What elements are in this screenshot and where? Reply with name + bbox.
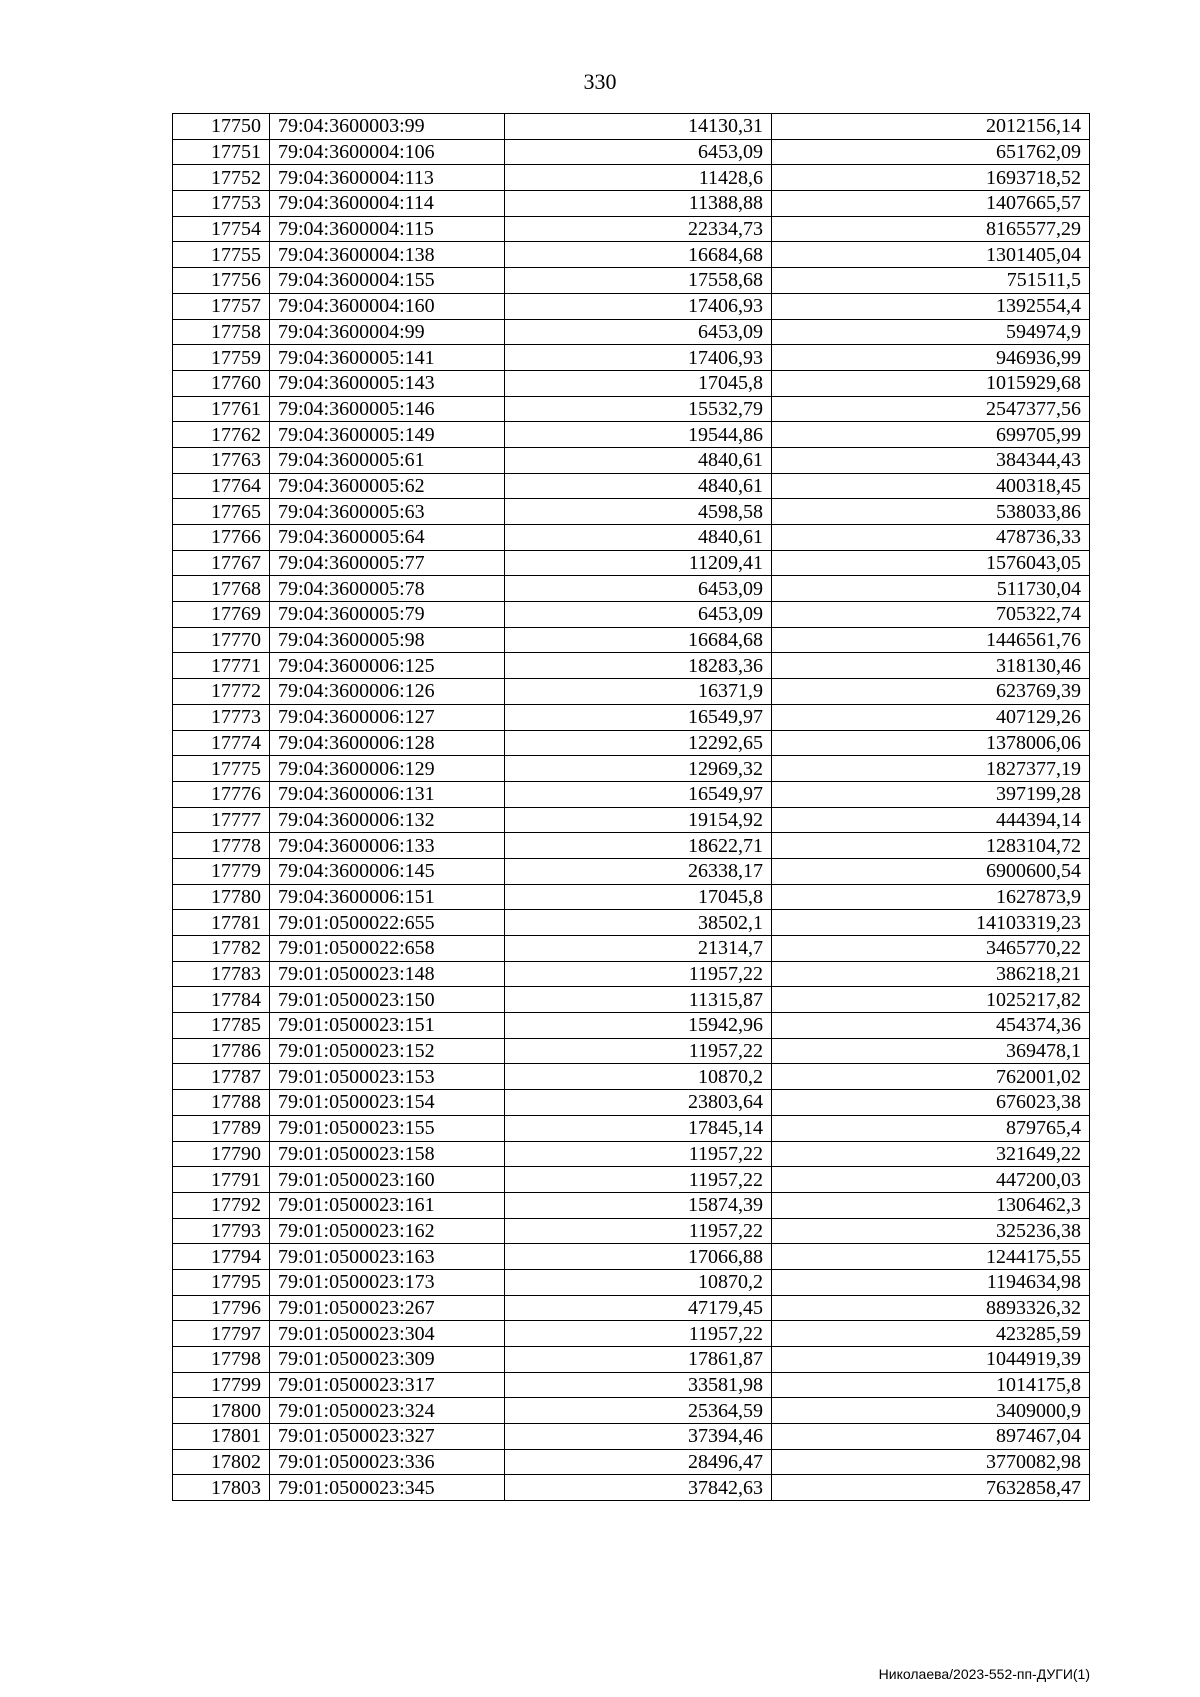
- table-row: [173, 370, 1090, 396]
- area-value: 33581,98: [505, 1372, 772, 1398]
- cadastral-number: 79:04:3600005:64: [270, 525, 505, 551]
- table-row: [173, 781, 1090, 807]
- area-value: 4840,61: [505, 447, 772, 473]
- cadastral-number: 79:01:0500023:150: [270, 987, 505, 1013]
- cadastral-cost-value: 384344,43: [772, 447, 1090, 473]
- table-row: [173, 242, 1090, 268]
- cadastral-value-table: [172, 113, 1090, 1501]
- cadastral-cost-value: 1407665,57: [772, 191, 1090, 217]
- row-number: 17795: [173, 1269, 270, 1295]
- cadastral-cost-value: 1015929,68: [772, 370, 1090, 396]
- cadastral-number: 79:04:3600006:129: [270, 756, 505, 782]
- cadastral-number: 79:04:3600004:155: [270, 268, 505, 294]
- cadastral-cost-value: 318130,46: [772, 653, 1090, 679]
- cadastral-cost-value: 1306462,3: [772, 1192, 1090, 1218]
- row-number: 17798: [173, 1347, 270, 1373]
- area-value: 37842,63: [505, 1475, 772, 1501]
- area-value: 17861,87: [505, 1347, 772, 1373]
- cadastral-number: 79:04:3600006:132: [270, 807, 505, 833]
- row-number: 17763: [173, 447, 270, 473]
- cadastral-number: 79:04:3600005:146: [270, 396, 505, 422]
- cadastral-number: 79:01:0500023:345: [270, 1475, 505, 1501]
- cadastral-cost-value: 1576043,05: [772, 550, 1090, 576]
- row-number: 17753: [173, 191, 270, 217]
- area-value: 11957,22: [505, 1038, 772, 1064]
- row-number: 17773: [173, 704, 270, 730]
- area-value: 11388,88: [505, 191, 772, 217]
- row-number: 17761: [173, 396, 270, 422]
- table-row: [173, 1218, 1090, 1244]
- area-value: 38502,1: [505, 910, 772, 936]
- table-row: [173, 730, 1090, 756]
- row-number: 17775: [173, 756, 270, 782]
- table-body: [173, 114, 1090, 1501]
- cadastral-cost-value: 538033,86: [772, 499, 1090, 525]
- cadastral-number: 79:04:3600004:160: [270, 293, 505, 319]
- cadastral-cost-value: 1301405,04: [772, 242, 1090, 268]
- row-number: 17771: [173, 653, 270, 679]
- table-row: [173, 1295, 1090, 1321]
- row-number: 17780: [173, 884, 270, 910]
- area-value: 4598,58: [505, 499, 772, 525]
- area-value: 47179,45: [505, 1295, 772, 1321]
- table-row: [173, 807, 1090, 833]
- cadastral-cost-value: 397199,28: [772, 781, 1090, 807]
- area-value: 17045,8: [505, 884, 772, 910]
- row-number: 17794: [173, 1244, 270, 1270]
- table-row: [173, 1475, 1090, 1501]
- cadastral-number: 79:04:3600005:98: [270, 627, 505, 653]
- cadastral-cost-value: 3465770,22: [772, 936, 1090, 962]
- row-number: 17790: [173, 1141, 270, 1167]
- area-value: 10870,2: [505, 1269, 772, 1295]
- cadastral-cost-value: 400318,45: [772, 473, 1090, 499]
- table-row: [173, 858, 1090, 884]
- cadastral-cost-value: 1827377,19: [772, 756, 1090, 782]
- row-number: 17786: [173, 1038, 270, 1064]
- cadastral-number: 79:01:0500023:309: [270, 1347, 505, 1373]
- cadastral-cost-value: 623769,39: [772, 679, 1090, 705]
- area-value: 6453,09: [505, 319, 772, 345]
- table-row: [173, 884, 1090, 910]
- area-value: 16371,9: [505, 679, 772, 705]
- cadastral-cost-value: 751511,5: [772, 268, 1090, 294]
- row-number: 17799: [173, 1372, 270, 1398]
- cadastral-cost-value: 478736,33: [772, 525, 1090, 551]
- table-row: [173, 961, 1090, 987]
- cadastral-cost-value: 444394,14: [772, 807, 1090, 833]
- cadastral-cost-value: 699705,99: [772, 422, 1090, 448]
- area-value: 11315,87: [505, 987, 772, 1013]
- cadastral-number: 79:04:3600006:145: [270, 858, 505, 884]
- cadastral-number: 79:01:0500022:655: [270, 910, 505, 936]
- cadastral-cost-value: 1693718,52: [772, 165, 1090, 191]
- area-value: 4840,61: [505, 525, 772, 551]
- cadastral-number: 79:04:3600004:99: [270, 319, 505, 345]
- table-row: [173, 1321, 1090, 1347]
- table-row: [173, 191, 1090, 217]
- cadastral-cost-value: 897467,04: [772, 1424, 1090, 1450]
- cadastral-number: 79:04:3600005:149: [270, 422, 505, 448]
- area-value: 6453,09: [505, 602, 772, 628]
- row-number: 17768: [173, 576, 270, 602]
- cadastral-number: 79:04:3600006:131: [270, 781, 505, 807]
- cadastral-number: 79:01:0500023:173: [270, 1269, 505, 1295]
- cadastral-cost-value: 2012156,14: [772, 114, 1090, 140]
- cadastral-cost-value: 2547377,56: [772, 396, 1090, 422]
- area-value: 11957,22: [505, 1167, 772, 1193]
- cadastral-cost-value: 1283104,72: [772, 833, 1090, 859]
- row-number: 17802: [173, 1449, 270, 1475]
- area-value: 21314,7: [505, 936, 772, 962]
- cadastral-number: 79:01:0500023:163: [270, 1244, 505, 1270]
- table-row: [173, 139, 1090, 165]
- table-row: [173, 1372, 1090, 1398]
- cadastral-cost-value: 386218,21: [772, 961, 1090, 987]
- cadastral-cost-value: 407129,26: [772, 704, 1090, 730]
- table-row: [173, 422, 1090, 448]
- table-row: [173, 602, 1090, 628]
- cadastral-cost-value: 946936,99: [772, 345, 1090, 371]
- area-value: 6453,09: [505, 576, 772, 602]
- area-value: 11209,41: [505, 550, 772, 576]
- area-value: 19544,86: [505, 422, 772, 448]
- row-number: 17754: [173, 216, 270, 242]
- area-value: 17045,8: [505, 370, 772, 396]
- row-number: 17760: [173, 370, 270, 396]
- cadastral-cost-value: 1025217,82: [772, 987, 1090, 1013]
- table-row: [173, 1013, 1090, 1039]
- cadastral-number: 79:04:3600006:128: [270, 730, 505, 756]
- cadastral-number: 79:04:3600004:106: [270, 139, 505, 165]
- cadastral-number: 79:04:3600004:113: [270, 165, 505, 191]
- table-row: [173, 1167, 1090, 1193]
- area-value: 14130,31: [505, 114, 772, 140]
- row-number: 17796: [173, 1295, 270, 1321]
- cadastral-cost-value: 8165577,29: [772, 216, 1090, 242]
- cadastral-number: 79:01:0500023:304: [270, 1321, 505, 1347]
- table-row: [173, 910, 1090, 936]
- cadastral-number: 79:04:3600003:99: [270, 114, 505, 140]
- cadastral-number: 79:04:3600005:79: [270, 602, 505, 628]
- row-number: 17791: [173, 1167, 270, 1193]
- area-value: 15874,39: [505, 1192, 772, 1218]
- cadastral-cost-value: 1392554,4: [772, 293, 1090, 319]
- area-value: 10870,2: [505, 1064, 772, 1090]
- cadastral-cost-value: 369478,1: [772, 1038, 1090, 1064]
- table-row: [173, 525, 1090, 551]
- area-value: 17066,88: [505, 1244, 772, 1270]
- table-row: [173, 114, 1090, 140]
- cadastral-cost-value: 454374,36: [772, 1013, 1090, 1039]
- row-number: 17797: [173, 1321, 270, 1347]
- cadastral-cost-value: 1378006,06: [772, 730, 1090, 756]
- row-number: 17769: [173, 602, 270, 628]
- cadastral-number: 79:01:0500023:324: [270, 1398, 505, 1424]
- cadastral-number: 79:04:3600004:115: [270, 216, 505, 242]
- cadastral-cost-value: 423285,59: [772, 1321, 1090, 1347]
- cadastral-number: 79:01:0500023:327: [270, 1424, 505, 1450]
- cadastral-cost-value: 325236,38: [772, 1218, 1090, 1244]
- area-value: 12969,32: [505, 756, 772, 782]
- area-value: 17406,93: [505, 293, 772, 319]
- row-number: 17782: [173, 936, 270, 962]
- table-row: [173, 1347, 1090, 1373]
- cadastral-number: 79:01:0500023:317: [270, 1372, 505, 1398]
- row-number: 17779: [173, 858, 270, 884]
- row-number: 17770: [173, 627, 270, 653]
- row-number: 17758: [173, 319, 270, 345]
- cadastral-number: 79:04:3600006:126: [270, 679, 505, 705]
- cadastral-number: 79:01:0500023:153: [270, 1064, 505, 1090]
- cadastral-number: 79:01:0500023:152: [270, 1038, 505, 1064]
- table-row: [173, 704, 1090, 730]
- row-number: 17788: [173, 1090, 270, 1116]
- table-row: [173, 1424, 1090, 1450]
- table-row: [173, 936, 1090, 962]
- cadastral-number: 79:04:3600005:61: [270, 447, 505, 473]
- table-row: [173, 756, 1090, 782]
- cadastral-number: 79:04:3600006:125: [270, 653, 505, 679]
- row-number: 17765: [173, 499, 270, 525]
- cadastral-cost-value: 321649,22: [772, 1141, 1090, 1167]
- table-row: [173, 1398, 1090, 1424]
- row-number: 17789: [173, 1115, 270, 1141]
- row-number: 17784: [173, 987, 270, 1013]
- row-number: 17777: [173, 807, 270, 833]
- cadastral-cost-value: 1014175,8: [772, 1372, 1090, 1398]
- area-value: 4840,61: [505, 473, 772, 499]
- row-number: 17767: [173, 550, 270, 576]
- row-number: 17764: [173, 473, 270, 499]
- cadastral-cost-value: 3409000,9: [772, 1398, 1090, 1424]
- cadastral-number: 79:04:3600005:78: [270, 576, 505, 602]
- row-number: 17752: [173, 165, 270, 191]
- table-row: [173, 679, 1090, 705]
- cadastral-cost-value: 1194634,98: [772, 1269, 1090, 1295]
- area-value: 17845,14: [505, 1115, 772, 1141]
- row-number: 17785: [173, 1013, 270, 1039]
- area-value: 15942,96: [505, 1013, 772, 1039]
- row-number: 17774: [173, 730, 270, 756]
- area-value: 16684,68: [505, 242, 772, 268]
- area-value: 11957,22: [505, 1141, 772, 1167]
- area-value: 11428,6: [505, 165, 772, 191]
- cadastral-number: 79:01:0500023:158: [270, 1141, 505, 1167]
- table-row: [173, 1115, 1090, 1141]
- area-value: 18283,36: [505, 653, 772, 679]
- table-row: [173, 576, 1090, 602]
- cadastral-number: 79:04:3600005:141: [270, 345, 505, 371]
- cadastral-cost-value: 447200,03: [772, 1167, 1090, 1193]
- row-number: 17793: [173, 1218, 270, 1244]
- cadastral-number: 79:01:0500023:154: [270, 1090, 505, 1116]
- row-number: 17803: [173, 1475, 270, 1501]
- cadastral-number: 79:01:0500023:267: [270, 1295, 505, 1321]
- table-row: [173, 1090, 1090, 1116]
- cadastral-number: 79:01:0500023:148: [270, 961, 505, 987]
- cadastral-cost-value: 762001,02: [772, 1064, 1090, 1090]
- row-number: 17757: [173, 293, 270, 319]
- table-row: [173, 268, 1090, 294]
- table-row: [173, 499, 1090, 525]
- area-value: 18622,71: [505, 833, 772, 859]
- table-row: [173, 550, 1090, 576]
- table-row: [173, 216, 1090, 242]
- cadastral-number: 79:04:3600004:138: [270, 242, 505, 268]
- table-row: [173, 293, 1090, 319]
- area-value: 11957,22: [505, 961, 772, 987]
- cadastral-cost-value: 1044919,39: [772, 1347, 1090, 1373]
- cadastral-number: 79:04:3600006:133: [270, 833, 505, 859]
- area-value: 25364,59: [505, 1398, 772, 1424]
- area-value: 37394,46: [505, 1424, 772, 1450]
- table-row: [173, 1192, 1090, 1218]
- row-number: 17783: [173, 961, 270, 987]
- area-value: 6453,09: [505, 139, 772, 165]
- area-value: 19154,92: [505, 807, 772, 833]
- cadastral-cost-value: 3770082,98: [772, 1449, 1090, 1475]
- cadastral-cost-value: 6900600,54: [772, 858, 1090, 884]
- row-number: 17759: [173, 345, 270, 371]
- cadastral-number: 79:04:3600006:127: [270, 704, 505, 730]
- area-value: 16684,68: [505, 627, 772, 653]
- row-number: 17750: [173, 114, 270, 140]
- row-number: 17772: [173, 679, 270, 705]
- row-number: 17800: [173, 1398, 270, 1424]
- cadastral-cost-value: 879765,4: [772, 1115, 1090, 1141]
- area-value: 23803,64: [505, 1090, 772, 1116]
- row-number: 17766: [173, 525, 270, 551]
- cadastral-cost-value: 7632858,47: [772, 1475, 1090, 1501]
- table-row: [173, 1269, 1090, 1295]
- table-row: [173, 653, 1090, 679]
- table-row: [173, 1038, 1090, 1064]
- area-value: 16549,97: [505, 781, 772, 807]
- row-number: 17792: [173, 1192, 270, 1218]
- table-row: [173, 1244, 1090, 1270]
- area-value: 11957,22: [505, 1321, 772, 1347]
- row-number: 17756: [173, 268, 270, 294]
- cadastral-cost-value: 651762,09: [772, 139, 1090, 165]
- area-value: 28496,47: [505, 1449, 772, 1475]
- row-number: 17776: [173, 781, 270, 807]
- row-number: 17751: [173, 139, 270, 165]
- cadastral-number: 79:01:0500023:160: [270, 1167, 505, 1193]
- area-value: 16549,97: [505, 704, 772, 730]
- table-row: [173, 1064, 1090, 1090]
- table-row: [173, 447, 1090, 473]
- table-row: [173, 319, 1090, 345]
- cadastral-cost-value: 1446561,76: [772, 627, 1090, 653]
- cadastral-number: 79:01:0500023:155: [270, 1115, 505, 1141]
- cadastral-number: 79:01:0500022:658: [270, 936, 505, 962]
- cadastral-cost-value: 705322,74: [772, 602, 1090, 628]
- row-number: 17762: [173, 422, 270, 448]
- cadastral-number: 79:04:3600006:151: [270, 884, 505, 910]
- page-number: 330: [583, 69, 617, 94]
- table-row: [173, 396, 1090, 422]
- cadastral-cost-value: 8893326,32: [772, 1295, 1090, 1321]
- cadastral-cost-value: 1244175,55: [772, 1244, 1090, 1270]
- table-row: [173, 1141, 1090, 1167]
- area-value: 12292,65: [505, 730, 772, 756]
- cadastral-number: 79:01:0500023:151: [270, 1013, 505, 1039]
- cadastral-cost-value: 511730,04: [772, 576, 1090, 602]
- cadastral-number: 79:01:0500023:336: [270, 1449, 505, 1475]
- table-row: [173, 1449, 1090, 1475]
- cadastral-number: 79:04:3600005:62: [270, 473, 505, 499]
- row-number: 17787: [173, 1064, 270, 1090]
- cadastral-number: 79:01:0500023:161: [270, 1192, 505, 1218]
- row-number: 17781: [173, 910, 270, 936]
- cadastral-cost-value: 14103319,23: [772, 910, 1090, 936]
- row-number: 17801: [173, 1424, 270, 1450]
- cadastral-number: 79:04:3600005:143: [270, 370, 505, 396]
- table-row: [173, 627, 1090, 653]
- area-value: 17406,93: [505, 345, 772, 371]
- table-row: [173, 345, 1090, 371]
- table-row: [173, 165, 1090, 191]
- document-footer-code: Николаева/2023-552-пп-ДУГИ(1): [878, 1666, 1090, 1682]
- cadastral-number: 79:01:0500023:162: [270, 1218, 505, 1244]
- area-value: 15532,79: [505, 396, 772, 422]
- area-value: 22334,73: [505, 216, 772, 242]
- cadastral-cost-value: 594974,9: [772, 319, 1090, 345]
- cadastral-number: 79:04:3600004:114: [270, 191, 505, 217]
- table-row: [173, 987, 1090, 1013]
- table-row: [173, 473, 1090, 499]
- row-number: 17778: [173, 833, 270, 859]
- area-value: 11957,22: [505, 1218, 772, 1244]
- cadastral-number: 79:04:3600005:77: [270, 550, 505, 576]
- cadastral-cost-value: 1627873,9: [772, 884, 1090, 910]
- cadastral-number: 79:04:3600005:63: [270, 499, 505, 525]
- area-value: 17558,68: [505, 268, 772, 294]
- row-number: 17755: [173, 242, 270, 268]
- table-row: [173, 833, 1090, 859]
- cadastral-cost-value: 676023,38: [772, 1090, 1090, 1116]
- area-value: 26338,17: [505, 858, 772, 884]
